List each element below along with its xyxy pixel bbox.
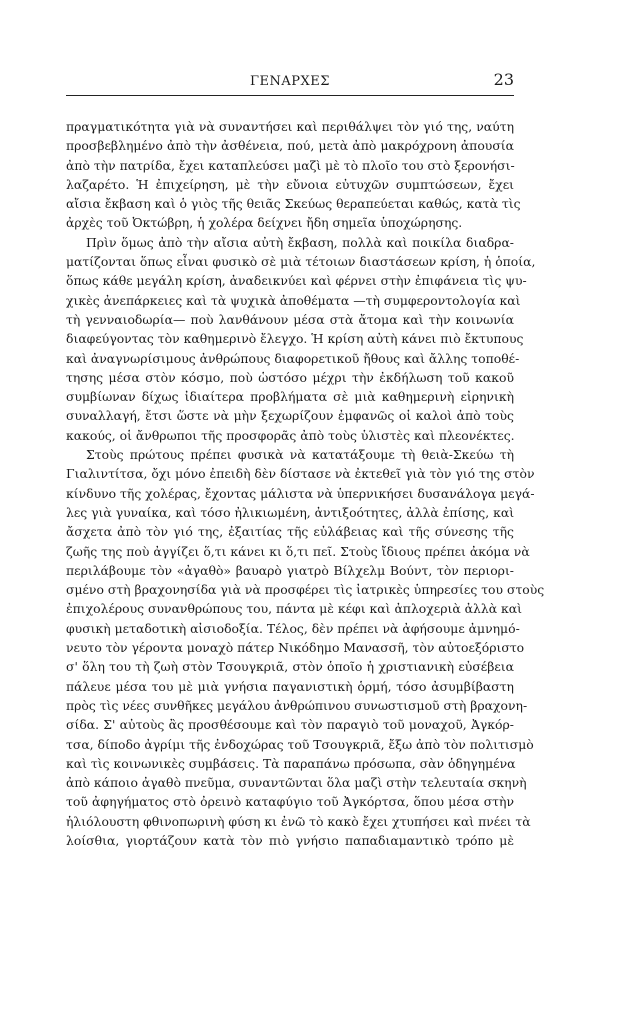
text-line: σίδα. Σ' αὐτοὺς ἂς προσθέσουμε καὶ τὸν παραγιὸ τοῦ μοναχοῦ, Ἀγκόρ- <box>66 717 514 733</box>
text-line: νευτο τὸν γέροντα μοναχὸ πάτερ Νικόδημο Μανασσῆ, τὸν αὐτοεξόριστο <box>66 640 525 656</box>
page-number: 23 <box>493 70 514 89</box>
text-line: πάλευε μέσα του μὲ μιὰ γνήσια παγανιστικὴ ὁρμή, τόσο ἀσυμβίβαστη <box>66 678 514 694</box>
text-line: Πρὶν ὅμως ἀπὸ τὴν αἴσια αὐτὴ ἔκβαση, πολλὰ καὶ ποικίλα διαδρα- <box>86 234 514 250</box>
running-header <box>66 70 514 92</box>
text-line: λοίσθια, γιορτάζουν κατὰ τὸν πιὸ γνήσιο παπαδιαμαντικὸ τρόπο μὲ <box>66 832 514 848</box>
text-line: τσα, δίποδο ἀγρίμι τῆς ἐνδοχώρας τοῦ Τσουγκριᾶ, ἔξω ἀπὸ τὸν πολιτισμὸ <box>66 736 534 752</box>
text-line: συμβίωναν δίχως ἰδιαίτερα προβλήματα σὲ μιὰ καθημερινὴ εἰρηνικὴ <box>66 389 514 405</box>
text-line: τοῦ ἀφηγήματος στὸ ὀρεινὸ καταφύγιο τοῦ Ἀγκόρτσα, ὅπου μέσα στὴν <box>66 794 514 810</box>
text-line: σ' ὅλη του τὴ ζωὴ στὸν Τσουγκριᾶ, στὸν ὁποῖο ἡ χριστιανικὴ εὐσέβεια <box>66 659 514 675</box>
text-line: συναλλαγή, ἔτσι ὥστε νὰ μὴν ξεχωρίζουν ἐμφανῶς οἱ καλοὶ ἀπὸ τοὺς <box>66 408 514 424</box>
text-line: Στοὺς πρώτους πρέπει φυσικὰ νὰ κατατάξουμε τὴ θειὰ-Σκεύω τὴ <box>86 447 514 463</box>
text-line: ἡλιόλουστη φθινοπωρινὴ φύση κι ἐνῶ τὸ κακὸ ἔχει χτυπήσει καὶ πνέει τὰ <box>66 813 531 829</box>
text-line: ματίζονται ὅπως εἶναι φυσικὸ σὲ μιὰ τέτοιων διαστάσεων κρίση, ἡ ὁποία, <box>66 254 536 270</box>
text-line: πρὸς τὶς νέες συνθῆκες μεγάλου ἀνθρώπινου συνωστισμοῦ στὴ βραχονη- <box>66 697 528 713</box>
text-line: πραγματικότητα γιὰ νὰ συναντήσει καὶ περιθάλψει τὸν γιό της, ναύτη <box>66 119 514 134</box>
text-line: ἀπὸ τὴν πατρίδα, ἔχει καταπλεύσει μαζὶ μὲ τὸ πλοῖο του στὸ ξερονήσι- <box>66 157 515 173</box>
text-line: φυσικὴ μεταδοτικὴ αἰσιοδοξία. Τέλος, δὲν πρέπει νὰ ἀφήσουμε ἀμνημό- <box>66 620 520 636</box>
text-line: τησης μέσα στὸν κόσμο, ποὺ ὡστόσο μέχρι τὴν ἐκδήλωση τοῦ κακοῦ <box>66 369 514 385</box>
text-line: σμένο στὴ βραχονησίδα γιὰ νὰ προσφέρει τὶς ἰατρικὲς ὑπηρεσίες του στοὺς <box>66 582 545 598</box>
text-line: χικὲς ἀνεπάρκειες καὶ τὰ ψυχικὰ ἀποθέματα —τὴ συμφεροντολογία καὶ <box>66 292 521 308</box>
running-title: ΓΕΝΑΡΧΕΣ <box>250 74 330 89</box>
text-line: λαζαρέτο. Ἡ ἐπιχείρηση, μὲ τὴν εὔνοια εὐτυχῶν συμπτώσεων, ἔχει <box>66 176 514 192</box>
text-line: κίνδυνο τῆς χολέρας, ἔχοντας μάλιστα νὰ ὑπερνικήσει δυσανάλογα μεγά- <box>66 485 535 501</box>
text-line: περιλάβουμε τὸν «ἀγαθὸ» βαυαρὸ γιατρὸ Βίλχελμ Βούντ, τὸν περιορι- <box>66 562 514 578</box>
text-line: λες γιὰ γυναίκα, καὶ τόσο ἠλικιωμένη, ἀντιξοότητες, ἀλλὰ ἐπίσης, καὶ <box>66 504 515 520</box>
text-line: Γιαλιντίτσα, ὄχι μόνο ἐπειδὴ δὲν δίστασε νὰ ἐκτεθεῖ γιὰ τὸν γιό της στὸν <box>66 466 535 482</box>
text-line: διαφεύγοντας τὸν καθημερινὸ ἔλεγχο. Ἡ κρίση αὐτὴ κάνει πιὸ ἔκτυπους <box>66 331 524 347</box>
text-line: ἀπὸ κάποιο ἀγαθὸ πνεῦμα, συναντῶνται ὅλα μαζὶ στὴν τελευταία σκηνὴ <box>66 775 527 791</box>
text-line: καὶ τὶς κοινωνικὲς συμβάσεις. Τὰ παραπάνω πρόσωπα, σὰν ὁδηγημένα <box>66 755 516 771</box>
text-line: προσβεβλημένο ἀπὸ τὴν ἀσθένεια, πού, μετὰ ἀπὸ μακρόχρονη ἀπουσία <box>66 138 514 154</box>
text-line: ἄσχετα ἀπὸ τὸν γιό της, ἐξαιτίας τῆς εὐλάβειας καὶ τῆς σύνεσης τῆς <box>66 524 514 540</box>
text-line: ἐπιχολέρους συνανθρώπους του, πάντα μὲ κέφι καὶ ἀπλοχεριὰ ἀλλὰ καὶ <box>66 601 522 617</box>
text-line: ἀρχὲς τοῦ Ὀκτώβρη, ἡ χολέρα δείχνει ἤδη σημεῖα ὑποχώρησης. <box>66 215 463 231</box>
text-line: ζωῆς της ποὺ ἀγγίζει ὅ,τι κάνει κι ὅ,τι πεῖ. Στοὺς ἴδιους πρέπει ἀκόμα νὰ <box>66 543 530 559</box>
text-line: αἴσια ἔκβαση καὶ ὁ γιὸς τῆς θειᾶς Σκεύως θεραπεύεται καθώς, κατὰ τὶς <box>66 196 521 212</box>
header-rule <box>66 95 514 96</box>
text-line: κακούς, οἱ ἄνθρωποι τῆς προσφορᾶς ἀπὸ τοὺς ὑλιστὲς καὶ πλεονέκτες. <box>66 427 515 443</box>
text-line: τὴ γενναιοδωρία— ποὺ λανθάνουν μέσα στὰ ἄτομα καὶ τὴν κοινωνία <box>66 311 514 327</box>
text-line: καὶ ἀναγνωρίσιμους ἀνθρώπους διαφορετικοῦ ἤθους καὶ ἄλλης τοποθέ- <box>66 350 520 366</box>
body-text <box>66 117 545 850</box>
text-line: ὅπως κάθε μεγάλη κρίση, ἀναδεικνύει καὶ φέρνει στὴν ἐπιφάνεια τὶς ψυ- <box>66 273 527 289</box>
